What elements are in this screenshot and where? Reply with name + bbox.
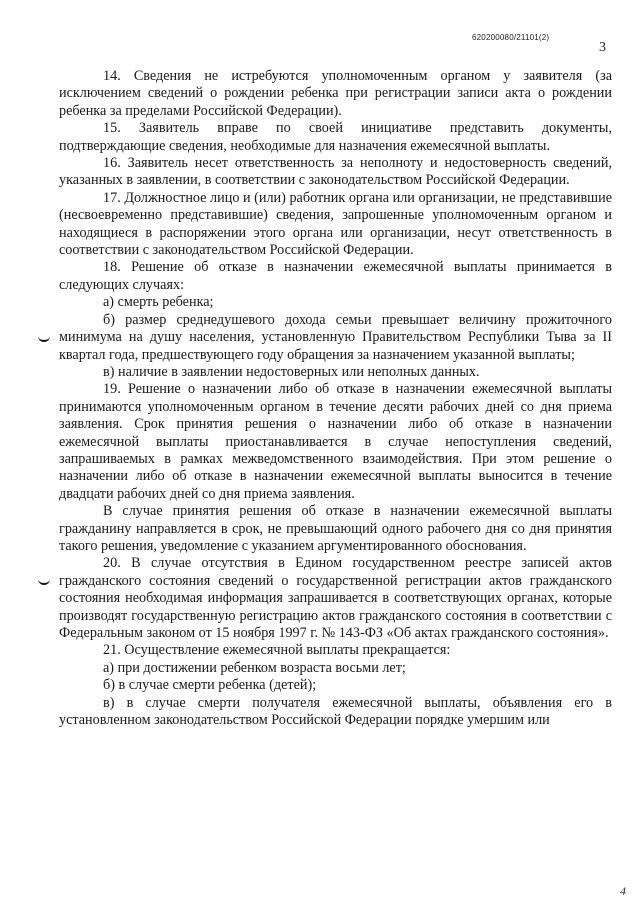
paragraph-18-item-v: в) наличие в заявлении недостоверных или неполных данных.	[103, 363, 480, 380]
paragraph-17: 17. Должностное лицо и (или) работник органа или организации, не представившие (несвоевременно представившие) сведения, запрошенные уполномоченным органом и находящиеся в распоряжении этого органа или организации, несут ответственность в соответствии с законодательством Российской Федерации.	[59, 189, 612, 259]
paragraph-19-refusal: В случае принятия решения об отказе в назначении ежемесячной выплаты гражданину направляется в срок, не превышающий одного рабочего дня со дня принятия такого решения, уведомление с указанием аргументированного обоснования.	[59, 503, 612, 554]
handwritten-page-mark: 4	[620, 884, 626, 898]
paragraph-21-item-v: в) в случае смерти получателя ежемесячной выплаты, объявления его в установленном законодательством Российской Федерации порядке умершим или	[59, 694, 612, 729]
paragraph-15: 15. Заявитель вправе по своей инициативе представить документы, подтверждающие сведения, необходимые для назначения ежемесячной выплаты.	[59, 120, 612, 154]
paragraph-21: 21. Осуществление ежемесячной выплаты прекращается:	[103, 642, 451, 659]
paragraph-19: 19. Решение о назначении либо об отказе в назначении ежемесячной выплаты принимаются уполномоченным органом в течение десяти рабочих дней со дня приема заявления. Срок принятия решения о назначении либо об отказе в назначении ежемесячной выплаты приостанавливается в случае непоступления сведений, запрашиваемых в рамках межведомственного взаимодействия. При этом решение о назначении либо об отказе в назначении ежемесячной выплаты выносится в течение двадцати рабочих дней со дня приема заявления.	[59, 381, 612, 502]
paragraph-21-item-b: б) в случае смерти ребенка (детей);	[103, 677, 317, 694]
document-code: 620200080/21101(2)	[472, 33, 550, 42]
paragraph-20: 20. В случае отсутствия в Едином государственном реестре записей актов гражданского состояния сведений о государственной регистрации актов гражданского состояния необходимая информация запрашивается в соответствующих органах, которые производят государственную регистрацию актов гражданского состояния в соответствии с Федеральным законом от 15 ноября 1997 г. № 143-ФЗ «Об актах гражданского состояния».	[59, 555, 612, 641]
paragraph-21-item-a: а) при достижении ребенком возраста восьми лет;	[103, 659, 406, 676]
page-number: 3	[599, 40, 606, 55]
page-body	[59, 68, 612, 729]
paragraph-16: 16. Заявитель несет ответственность за неполноту и недостоверность сведений, указанных в заявлении, в соответствии с законодательством Российской Федерации.	[59, 155, 612, 189]
scan-margin-mark	[38, 335, 50, 342]
scan-margin-mark	[38, 578, 50, 585]
paragraph-18: 18. Решение об отказе в назначении ежемесячной выплаты принимается в следующих случаях:	[59, 259, 612, 293]
paragraph-18-item-b: б) размер среднедушевого дохода семьи превышает величину прожиточного минимума на душу населения, установленную Правительством Республики Тыва за II квартал года, предшествующего году обращения за назначением указанной выплаты;	[59, 311, 612, 363]
paragraph-14: 14. Сведения не истребуются уполномоченным органом у заявителя (за исключением сведений о рождении ребенка при регистрации записи акта о рождении ребенка за пределами Российской Федерации).	[59, 68, 612, 119]
paragraph-18-item-a: а) смерть ребенка;	[103, 294, 214, 311]
